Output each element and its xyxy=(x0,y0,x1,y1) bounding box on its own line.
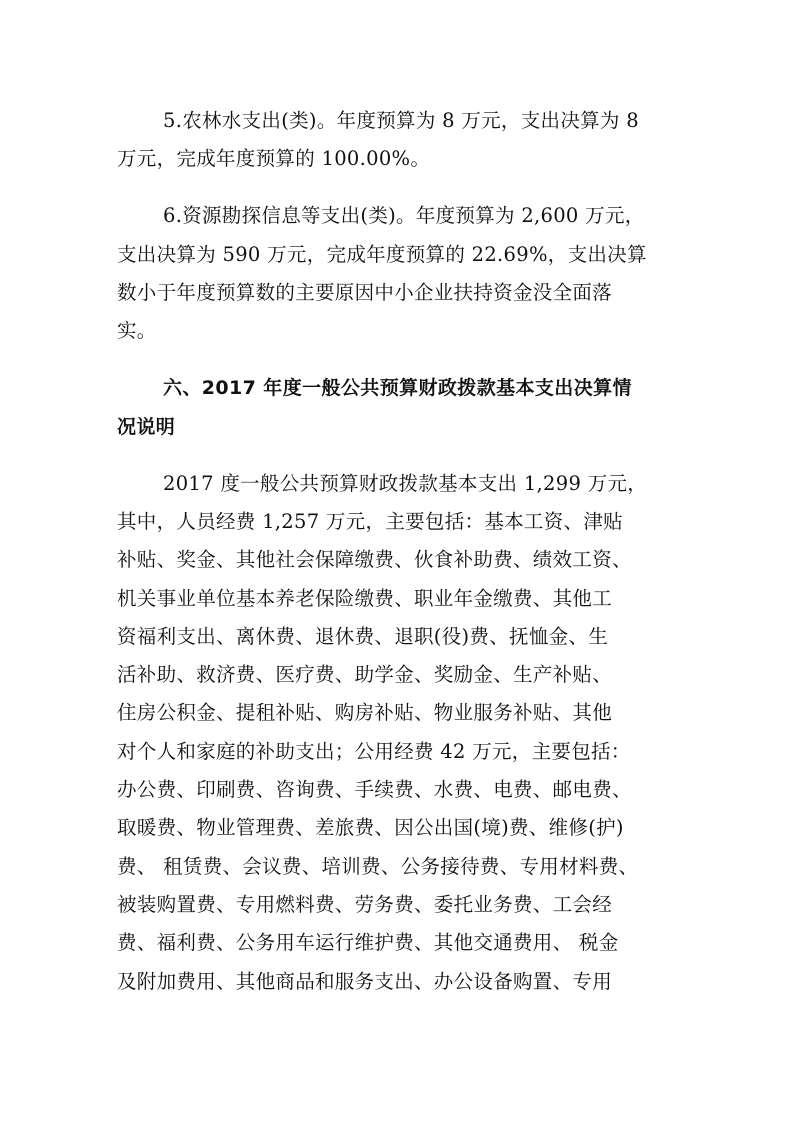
body-line-7: 住房公积金、提租补贴、购房补贴、物业服务补贴、其他 xyxy=(117,701,613,724)
body-line-14: 及附加费用、其他商品和服务支出、办公设备购置、专用 xyxy=(117,970,613,993)
body-line-11: 费、 租赁费、会议费、培训费、公务接待费、专用材料费、 xyxy=(117,855,639,878)
section6-line-4: 实。 xyxy=(117,319,157,342)
body-line-1: 2017 度一般公共预算财政拨款基本支出 1,299 万元， xyxy=(163,472,648,495)
body-line-13: 费、福利费、公务用车运行维护费、其他交通费用、 税金 xyxy=(117,931,619,954)
body-line-5: 资福利支出、离休费、退休费、退职(役)费、抚恤金、生 xyxy=(117,625,609,648)
body-line-6: 活补助、救济费、医疗费、助学金、奖励金、生产补贴、 xyxy=(117,663,613,686)
section6-line-2: 支出决算为 590 万元，完成年度预算的 22.69%，支出决算 xyxy=(117,243,647,266)
section6-line-3: 数小于年度预算数的主要原因中小企业扶持资金没全面落 xyxy=(117,281,613,304)
section-heading-line-1: 六、2017 年度一般公共预算财政拨款基本支出决算情 xyxy=(163,377,632,399)
body-line-4: 机关事业单位基本养老保险缴费、职业年金缴费、其他工 xyxy=(117,587,613,610)
section5-line-1: 5.农林水支出(类)。年度预算为 8 万元，支出决算为 8 xyxy=(163,109,639,132)
body-line-3: 补贴、奖金、其他社会保障缴费、伙食补助费、绩效工资、 xyxy=(117,548,632,571)
section-heading-line-2: 况说明 xyxy=(117,416,176,438)
body-line-10: 取暖费、物业管理费、差旅费、因公出国(境)费、维修(护) xyxy=(117,816,624,839)
body-line-9: 办公费、印刷费、咨询费、手续费、水费、电费、邮电费、 xyxy=(117,778,632,801)
body-line-12: 被装购置费、专用燃料费、劳务费、委托业务费、工会经 xyxy=(117,893,613,916)
section6-line-1: 6.资源勘探信息等支出(类)。年度预算为 2,600 万元， xyxy=(163,204,645,227)
section5-line-2: 万元，完成年度预算的 100.00%。 xyxy=(117,147,431,170)
body-line-2: 其中，人员经费 1,257 万元，主要包括：基本工资、津贴 xyxy=(117,510,623,533)
body-line-8: 对个人和家庭的补助支出；公用经费 42 万元，主要包括： xyxy=(117,740,631,763)
